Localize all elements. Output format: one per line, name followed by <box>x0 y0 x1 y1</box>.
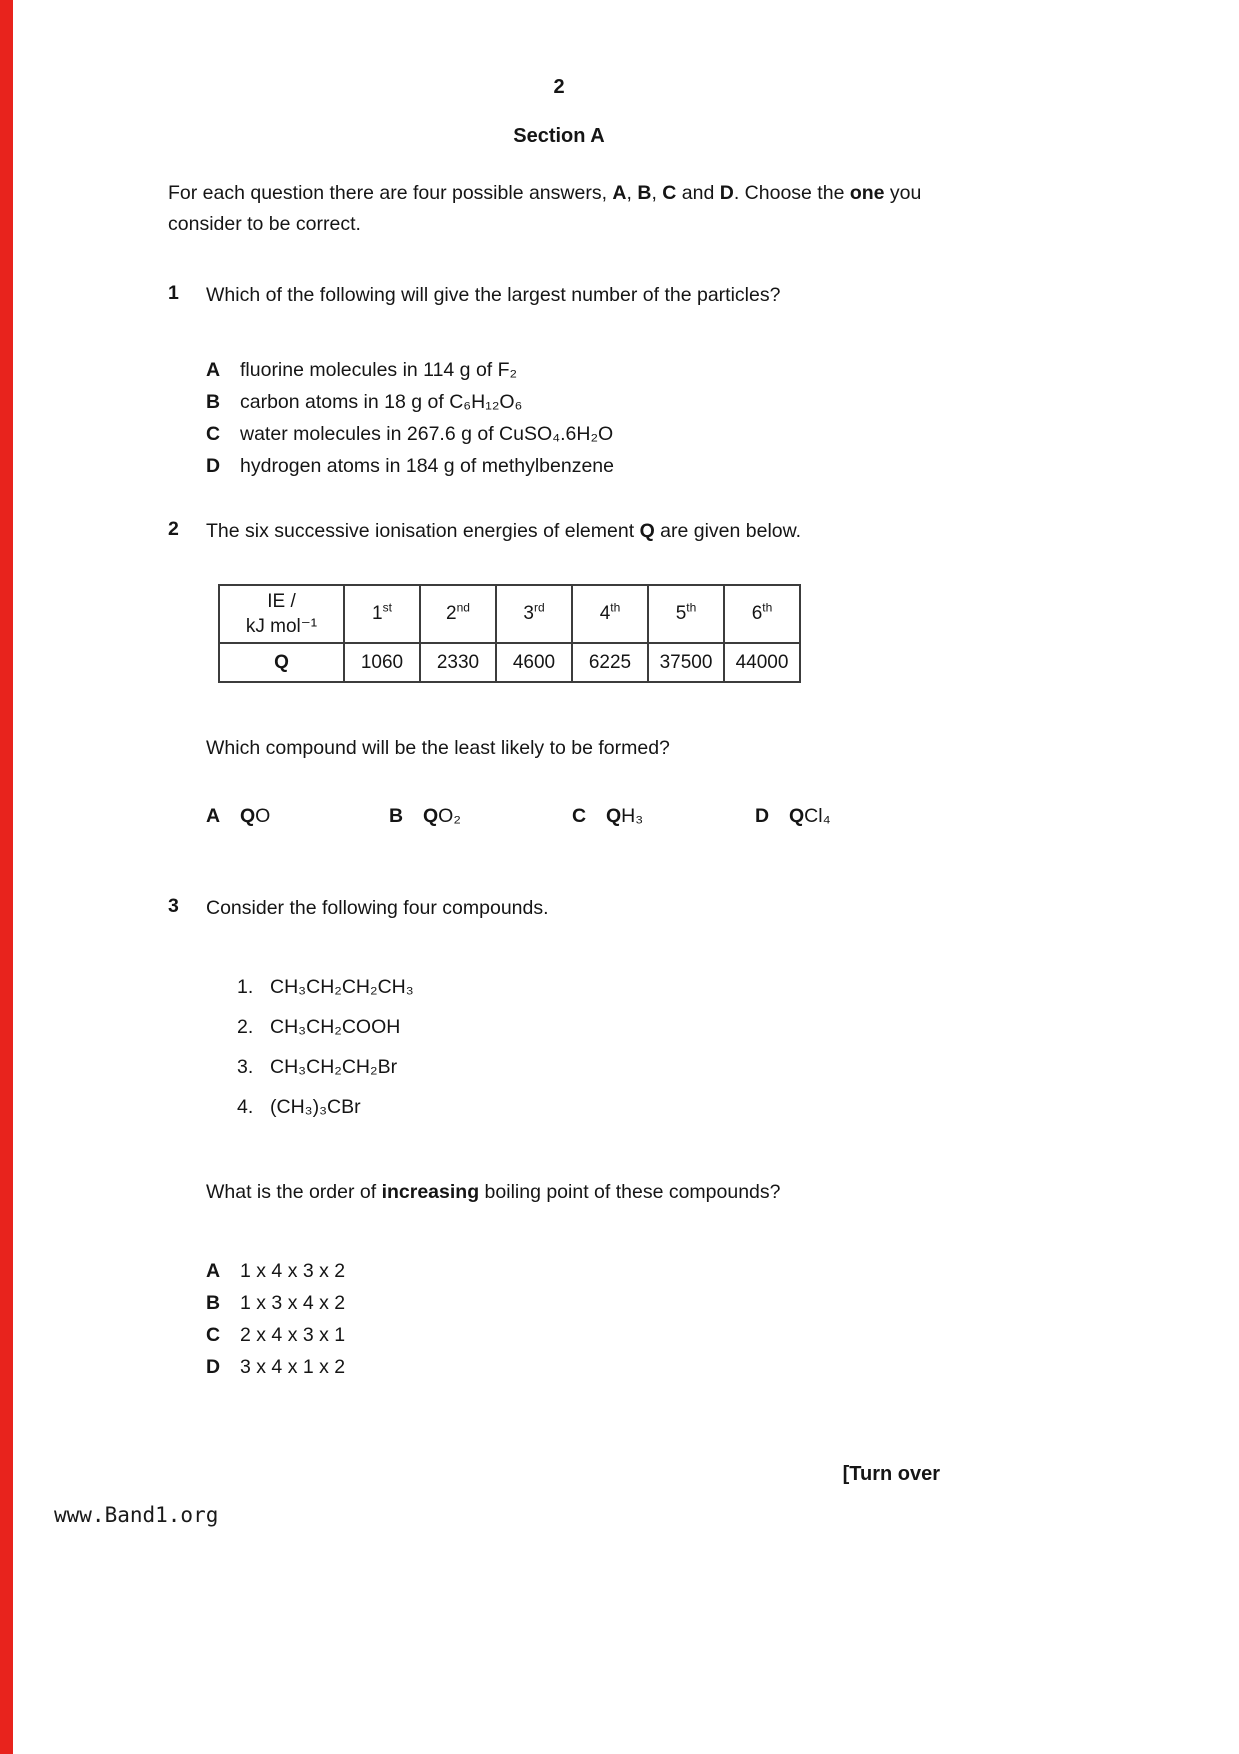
answer-letter-b: B <box>637 182 652 204</box>
option-row <box>206 418 950 450</box>
compound-item <box>237 1007 950 1047</box>
option-row <box>206 1319 950 1351</box>
compound-number: 4. <box>237 1096 254 1118</box>
sub-question-text: Which compound will be the least likely to be formed? <box>206 737 670 759</box>
compound-formula: CH₃CH₂CH₂CH₃ <box>270 976 414 998</box>
ionisation-energy-table <box>218 584 801 683</box>
option-letter: B <box>206 1292 221 1314</box>
question-number: 1 <box>168 282 179 304</box>
option-letter: B <box>206 391 221 413</box>
option-letter: C <box>572 805 587 827</box>
table-header-cell: 3rd <box>496 585 572 643</box>
emphasis-one: one <box>849 182 885 204</box>
question-2-options <box>206 803 950 829</box>
table-header-cell: 2nd <box>420 585 496 643</box>
option-row <box>206 803 389 829</box>
option-formula: QO₂ <box>423 805 461 827</box>
question-text: Which of the following will give the largest number of the particles? <box>206 284 781 306</box>
compound-number: 1. <box>237 976 254 998</box>
option-letter: A <box>206 805 221 827</box>
option-letter: C <box>206 423 221 445</box>
compound-list <box>237 967 950 1127</box>
question-2 <box>168 518 950 829</box>
section-title: Section A <box>513 125 605 147</box>
answer-letter-d: D <box>719 182 734 204</box>
option-text: water molecules in 267.6 g of CuSO₄.6H₂O <box>240 423 614 445</box>
table-value-cell: 4600 <box>496 643 572 682</box>
page-number: 2 <box>553 76 565 98</box>
table-value-row <box>219 643 800 682</box>
instructions: For each question there are four possible answers, A, B, C and D. Choose the one you consider to be correct. <box>168 182 922 235</box>
table-header-row <box>219 585 800 643</box>
option-letter: A <box>206 1260 221 1282</box>
red-edge-stripe <box>0 0 13 1754</box>
sub-question-text: What is the order of increasing boiling point of these compounds? <box>206 1181 781 1203</box>
table-header-cell: 5th <box>648 585 724 643</box>
compound-formula: CH₃CH₂CH₂Br <box>270 1056 398 1078</box>
option-text: hydrogen atoms in 184 g of methylbenzene <box>240 455 614 477</box>
question-number: 3 <box>168 895 179 917</box>
option-row <box>206 1255 950 1287</box>
instructions-text: For each question there are four possible answers, <box>168 182 613 204</box>
option-row <box>206 450 950 482</box>
option-letter: A <box>206 359 221 381</box>
question-1-options <box>206 354 950 482</box>
website-watermark: www.Band1.org <box>54 1503 219 1527</box>
option-text: 1 x 3 x 4 x 2 <box>240 1292 346 1314</box>
emphasis-increasing: increasing <box>381 1181 480 1203</box>
compound-formula: CH₃CH₂COOH <box>270 1016 401 1038</box>
option-letter: B <box>389 805 404 827</box>
option-row <box>206 1351 950 1383</box>
option-row <box>206 386 950 418</box>
table-header-cell: 1st <box>344 585 420 643</box>
element-q: Q <box>639 520 655 542</box>
option-row <box>755 803 831 829</box>
table-value-cell: 44000 <box>724 643 800 682</box>
compound-item <box>237 1087 950 1127</box>
page-content <box>168 0 950 1383</box>
option-row <box>206 1287 950 1319</box>
question-text: The six successive ionisation energies of element Q are given below. <box>206 520 802 542</box>
option-text: 2 x 4 x 3 x 1 <box>240 1324 346 1346</box>
question-3 <box>168 895 950 1383</box>
answer-letter-a: A <box>612 182 627 204</box>
question-number: 2 <box>168 518 179 540</box>
option-row <box>389 803 572 829</box>
table-header-cell: 4th <box>572 585 648 643</box>
option-row <box>572 803 755 829</box>
compound-item <box>237 967 950 1007</box>
option-formula: QO <box>240 805 271 827</box>
table-row-label: Q <box>219 643 344 682</box>
table-value-cell: 37500 <box>648 643 724 682</box>
compound-number: 3. <box>237 1056 254 1078</box>
question-1 <box>168 282 950 482</box>
compound-number: 2. <box>237 1016 254 1038</box>
option-formula: QH₃ <box>606 805 644 827</box>
answer-letter-c: C <box>662 182 677 204</box>
table-value-cell: 6225 <box>572 643 648 682</box>
option-letter: D <box>206 1356 221 1378</box>
table-corner-cell: IE / kJ mol⁻¹ <box>219 585 344 643</box>
compound-formula: (CH₃)₃CBr <box>270 1096 361 1118</box>
question-text: Consider the following four compounds. <box>206 897 549 919</box>
option-formula: QCl₄ <box>789 805 831 827</box>
option-row <box>206 354 950 386</box>
option-text: fluorine molecules in 114 g of F₂ <box>240 359 518 381</box>
option-letter: C <box>206 1324 221 1346</box>
turn-over-label: [Turn over <box>842 1463 940 1485</box>
table-value-cell: 2330 <box>420 643 496 682</box>
option-text: carbon atoms in 18 g of C₆H₁₂O₆ <box>240 391 523 413</box>
option-letter: D <box>755 805 770 827</box>
option-text: 3 x 4 x 1 x 2 <box>240 1356 346 1378</box>
option-text: 1 x 4 x 3 x 2 <box>240 1260 346 1282</box>
table-header-cell: 6th <box>724 585 800 643</box>
question-3-options <box>206 1255 950 1383</box>
option-letter: D <box>206 455 221 477</box>
compound-item <box>237 1047 950 1087</box>
table-value-cell: 1060 <box>344 643 420 682</box>
